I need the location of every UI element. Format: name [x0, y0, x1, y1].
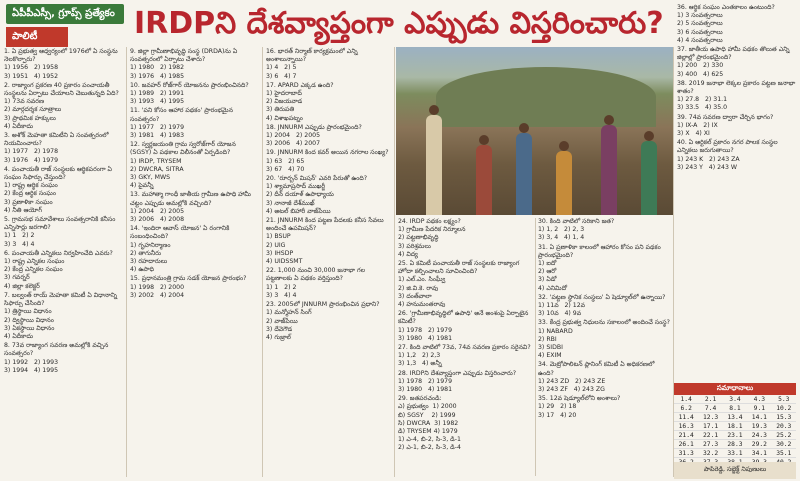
header-labels	[6, 4, 124, 47]
question-block: 29. జతపరచండి: ఎ) ప్రభుత్వం 1) 2000 బి) SGSY 2) 1999 సి) DWCRA 3) 1982 డి) TRYSEM 4) 1979 1) ఎ-4, బి-2, సి-3, డి-1 2) ఎ-1, బి-2, సి-3, డి-4	[398, 395, 461, 452]
question-block: 11. 'పని కోసం ఆహార పథకం' ప్రారంభమైన సంవత్సరం? 1) 1977 2) 1979 3) 1981 4) 1983	[130, 107, 233, 140]
answer-row	[674, 431, 796, 440]
question-block: 40. ఏ ఆర్టికల్ ప్రకారం నగర పాలక సంస్థల ఎన్నికలు జరుగుతాయి? 1) 243 K 2) 243 ZA 3) 243 Y 4) 243 W	[677, 139, 778, 171]
answer-cell: 14.1	[747, 413, 771, 422]
question-block: 4. పంచాయతీ రాజ్ సంస్థలకు ఆర్థికపరంగా ఏ సంఘం సిఫార్సు చేస్తుంది? 1) రాష్ట్ర ఆర్థిక సంఘం 2) కేంద్ర ఆర్థిక సంఘం 3) ప్రణాళికా సంఘం 4) నీతి ఆయోగ్	[4, 165, 112, 214]
question-block: 7. బల్వంత్ రాయ్ మెహతా కమిటీ ఏ విధానాన్ని సిఫార్సు చేసింది? 1) త్రిస్థాయి విధానం 2) ద్విస్థాయి విధానం 3) ఏకస్థాయి విధానం 4) ఏదీకాదు	[4, 291, 118, 340]
answer-cell: 11.4	[674, 413, 698, 422]
author-credit: పాపిరెడ్డి, సబ్జెక్ట్ నిపుణులు	[674, 462, 796, 479]
question-block: 6. పంచాయతీ ఎన్నికలు నిర్వహించేది ఎవరు? 1) రాష్ట్ర ఎన్నికల సంఘం 2) కేంద్ర ఎన్నికల సంఘం 3) గవర్నర్ 4) జిల్లా కలెక్టర్	[4, 249, 113, 290]
answer-row	[674, 422, 796, 431]
answer-cell: 26.1	[674, 440, 698, 449]
answer-cell: 23.1	[723, 431, 747, 440]
answer-cell: 5.3	[772, 395, 796, 404]
question-block: 2. రాజ్యాంగ ప్రకరణ 40 ప్రకారం పంచాయతీ సంస్థలను ఏర్పాటు చేయాలని చెబుతున్నది ఏది? 1) 73వ సవరణ 2) మార్గదర్శక సూత్రాలు 3) ప్రాథమిక హక్కులు 4) ఏదీకాదు	[4, 81, 119, 130]
answer-cell: 10.2	[772, 404, 796, 413]
question-block: 3. అశోక్ మెహతా కమిటీని ఏ సంవత్సరంలో నియమించారు? 1) 1977 2) 1978 3) 1976 4) 1979	[4, 132, 109, 164]
answer-cell: 12.3	[698, 413, 722, 422]
answer-cell: 19.3	[747, 422, 771, 431]
answer-cell: 27.3	[698, 440, 722, 449]
question-block: 37. జాతీయ ఉపాధి హామీ పథకం తొలుత ఎన్ని జిల్లాల్లో ప్రారంభమైంది? 1) 200 2) 330 3) 400 4) 625	[677, 46, 790, 78]
answer-cell: 2.1	[698, 395, 722, 404]
answer-cell: 3.4	[723, 395, 747, 404]
answer-cell: 8.1	[723, 404, 747, 413]
question-column-2	[130, 48, 258, 476]
question-column-1	[4, 48, 122, 476]
question-block: 33. కేంద్ర ప్రభుత్వ నిధులను సకాలంలో అందించే సంస్థ? 1) NABARD 2) RBI 3) SIDBI 4) EXIM	[538, 319, 670, 360]
question-block: 16. భారత్ నిర్మాణ్ కార్యక్రమంలో ఎన్ని అంశాలున్నాయి? 1) 4 2) 5 3) 6 4) 7	[266, 48, 358, 80]
answer-cell: 24.3	[747, 431, 771, 440]
answer-row	[674, 449, 796, 458]
answers-heading: సమాధానాలు	[674, 383, 796, 395]
question-block: 35. 12వ షెడ్యూల్‌లోని అంశాలు? 1) 29 2) 18 3) 17 4) 20	[538, 395, 621, 419]
question-block: 21. JNNURM కింద పట్టణ పేదలకు కనీస సేవలు అందించే ఉపమిషన్? 1) BSUP 2) UIG 3) IHSDP 4) UIDSSMT	[266, 217, 384, 266]
answer-cell: 15.3	[772, 413, 796, 422]
question-block: 15. ప్రధానమంత్రి గ్రామ సడక్ యోజన ప్రారంభం? 1) 1998 2) 2000 3) 2002 4) 2004	[130, 275, 247, 299]
question-block: 17. APARD ఎక్కడ ఉంది? 1) హైదరాబాద్ 2) విజయవాడ 3) తిరుపతి 4) విశాఖపట్నం	[266, 81, 334, 122]
answer-cell: 17.1	[698, 422, 722, 431]
answer-cell: 16.3	[674, 422, 698, 431]
question-column-3	[266, 48, 392, 476]
question-block: 23. 2005లో JNNURM ప్రారంభించిన ప్రధాని? 1) మన్మోహన్ సింగ్ 2) వాజ్‌పేయి 3) దేవెగౌడ 4) గుజ్రాల్	[266, 301, 380, 341]
article-photo	[396, 47, 674, 215]
answer-cell: 7.4	[698, 404, 722, 413]
question-block: 39. 74వ సవరణ ద్వారా చేర్చిన భాగం? 1) IX-A 2) IX 3) X 4) XI	[677, 113, 774, 138]
answer-cell: 20.3	[772, 422, 796, 431]
question-block: 1. ఏ ప్రభుత్వ ఆధ్వర్యంలో 1976లో ఏ సంస్థను నెలకొల్పారు? 1) 1956 2) 1958 3) 1951 4) 1952	[4, 48, 118, 80]
question-block: 5. గ్రామసభ సమావేశాలు సంవత్సరానికి కనీసం ఎన్నిసార్లు జరగాలి? 1) 1 2) 2 3) 3 4) 4	[4, 216, 116, 248]
answer-cell: 22.1	[698, 431, 722, 440]
question-block: 9. జిల్లా గ్రామీణాభివృద్ధి సంస్థ (DRDA)ను ఏ సంవత్సరంలో ఏర్పాటు చేశారు? 1) 1980 2) 1982 3) 1976 4) 1985	[130, 48, 238, 80]
question-column-5	[538, 218, 672, 476]
answer-cell: 33.1	[723, 449, 747, 458]
question-block: 34. మెట్రోపాలిటన్ ప్లానింగ్ కమిటీ ఏ అధికరణలో ఉంది? 1) 243 ZD 2) 243 ZE 3) 243 ZF 4) 243 ZG	[538, 361, 655, 394]
answer-cell: 32.2	[698, 449, 722, 458]
series-label: ఏపీపీఎస్సీ, గ్రూప్స్ ప్రత్యేకం	[6, 4, 124, 24]
question-block: 8. 73వ రాజ్యాంగ సవరణ అమల్లోకి వచ్చిన సంవత్సరం? 1) 1992 2) 1993 3) 1994 4) 1995	[4, 342, 109, 374]
hill-shape	[436, 67, 656, 127]
answer-cell: 31.3	[674, 449, 698, 458]
answer-cell: 28.3	[723, 440, 747, 449]
question-column-4	[398, 218, 532, 476]
question-block: 12. స్వర్ణజయంతి గ్రామ స్వరోజ్‌గార్ యోజన (SGSY) ఏ పథకాల విలీనంతో ఏర్పడింది? 1) IRDP, TRYSEM 2) DWCRA, SITRA 3) GKY, MWS 4) పైవన్నీ	[130, 141, 236, 190]
answer-cell: 34.1	[747, 449, 771, 458]
answer-cell: 6.2	[674, 404, 698, 413]
answer-cell: 4.3	[747, 395, 771, 404]
answer-cell: 21.4	[674, 431, 698, 440]
answer-cell: 35.1	[772, 449, 796, 458]
answer-row	[674, 404, 796, 413]
question-block: 36. ఆర్థిక సంఘం ఎంతకాలం ఉంటుంది? 1) 3 సంవత్సరాలు 2) 5 సంవత్సరాలు 3) 6 సంవత్సరాలు 4) 4 సంవత్సరాలు	[677, 4, 775, 44]
answers-table	[674, 383, 796, 467]
question-block: 18. JNNURM ఎప్పుడు ప్రారంభమైంది? 1) 2004 2) 2005 3) 2006 4) 2007	[266, 123, 362, 148]
question-block: 19. JNNURM కింద కవర్ అయిన నగరాల సంఖ్య? 1) 63 2) 65 3) 67 4) 70	[266, 149, 389, 173]
answer-row	[674, 395, 796, 404]
question-block: 22. 1,000 నుంచి 30,000 జనాభా గల పట్టణాలకు ఏ పథకం వర్తిస్తుంది? 1) 1 2) 2 3) 3 4) 4	[266, 267, 365, 299]
answer-cell: 18.1	[723, 422, 747, 431]
answer-cell: 13.4	[723, 413, 747, 422]
question-block: 13. మహాత్మా గాంధీ జాతీయ గ్రామీణ ఉపాధి హామీ చట్టం ఎప్పుడు అమల్లోకి వచ్చింది? 1) 2004 2) 2005 3) 2006 4) 2008	[130, 191, 251, 224]
question-block: 28. IRDPని దేశవ్యాప్తంగా ఎప్పుడు విస్తరించారు? 1) 1978 2) 1979 3) 1980 4) 1981	[398, 369, 517, 394]
subject-label: పాలిటీ	[6, 27, 68, 47]
question-block: 24. IRDP పథకం లక్ష్యం? 1) గ్రామీణ పేదరిక నిర్మూలన 2) పట్టణాభివృద్ధి 3) పరిశ్రమలు 4) విద్య	[398, 218, 466, 258]
answer-cell: 9.1	[747, 404, 771, 413]
question-block: 14. 'ఇందిరా ఆవాస్ యోజన' ఏ రంగానికి సంబంధించింది? 1) గృహనిర్మాణం 2) తాగునీరు 3) రహదారులు 4) ఉపాధి	[130, 225, 230, 274]
question-block: 20. 'రూర్బన్ మిషన్' ఎవరి పేరుతో ఉంది? 1) శ్యామాప్రసాద్ ముఖర్జీ 2) దీన్ దయాళ్ ఉపాధ్యాయ 3) నానాజీ దేశ్‌ముఖ్ 4) అటల్ బిహారీ వాజ్‌పేయి	[266, 175, 368, 215]
question-column-6	[677, 4, 797, 380]
answer-cell: 30.2	[772, 440, 796, 449]
question-block: 38. 2019 జనాభా లెక్కల ప్రకారం పట్టణ జనాభా శాతం? 1) 27.8 2) 31.1 3) 33.5 4) 35.0	[677, 79, 796, 112]
answer-row	[674, 413, 796, 422]
answer-cell: 25.2	[772, 431, 796, 440]
answer-cell: 29.2	[747, 440, 771, 449]
question-block: 25. ఏ కమిటీ పంచాయతీ రాజ్ సంస్థలకు రాజ్యాంగ హోదా కల్పించాలని సూచించింది? 1) ఎల్.ఎం. సింఘ్వీ 2) జి.వి.కె. రావు 3) దంత్‌వాలా 4) హనుమంతరావు	[398, 260, 520, 309]
page-title: IRDPని దేశవ్యాప్తంగా ఎప్పుడు విస్తరించారు?	[134, 6, 664, 41]
question-block: 31. ఏ ప్రణాళికా కాలంలో ఆహారం కోసం పని పథకం ప్రారంభమైంది? 1) ఐదో 2) ఆరో 3) ఏడో 4) ఎనిమిదో	[538, 243, 661, 292]
answer-cell: 1.4	[674, 395, 698, 404]
question-block: 32. 'పట్టణ స్థానిక సంస్థలు' ఏ షెడ్యూల్‌లో ఉన్నాయి? 1) 11వ 2) 12వ 3) 10వ 4) 9వ	[538, 293, 666, 318]
question-block: 26. 'గ్రామీణాభివృద్ధిలో ఉపాధి' అనే అంశంపై ఏర్పాటైన కమిటీ? 1) 1978 2) 1979 3) 1980 4) 1981	[398, 310, 529, 342]
question-block: 27. కింది వాటిలో 73వ, 74వ సవరణ ప్రకారం సరైనవి? 1) 1,2 2) 2,3 3) 1,3 4) అన్నీ	[398, 344, 531, 368]
question-block: 30. కింది వాటిలో సరికాని జత? 1) 1, 2 2) 2, 3 3) 3, 4 4) 1, 4	[538, 218, 615, 242]
answer-row	[674, 440, 796, 449]
question-block: 10. జవహర్ రోజ్‌గార్ యోజనను ప్రారంభించినది? 1) 1989 2) 1991 3) 1993 4) 1995	[130, 81, 249, 106]
